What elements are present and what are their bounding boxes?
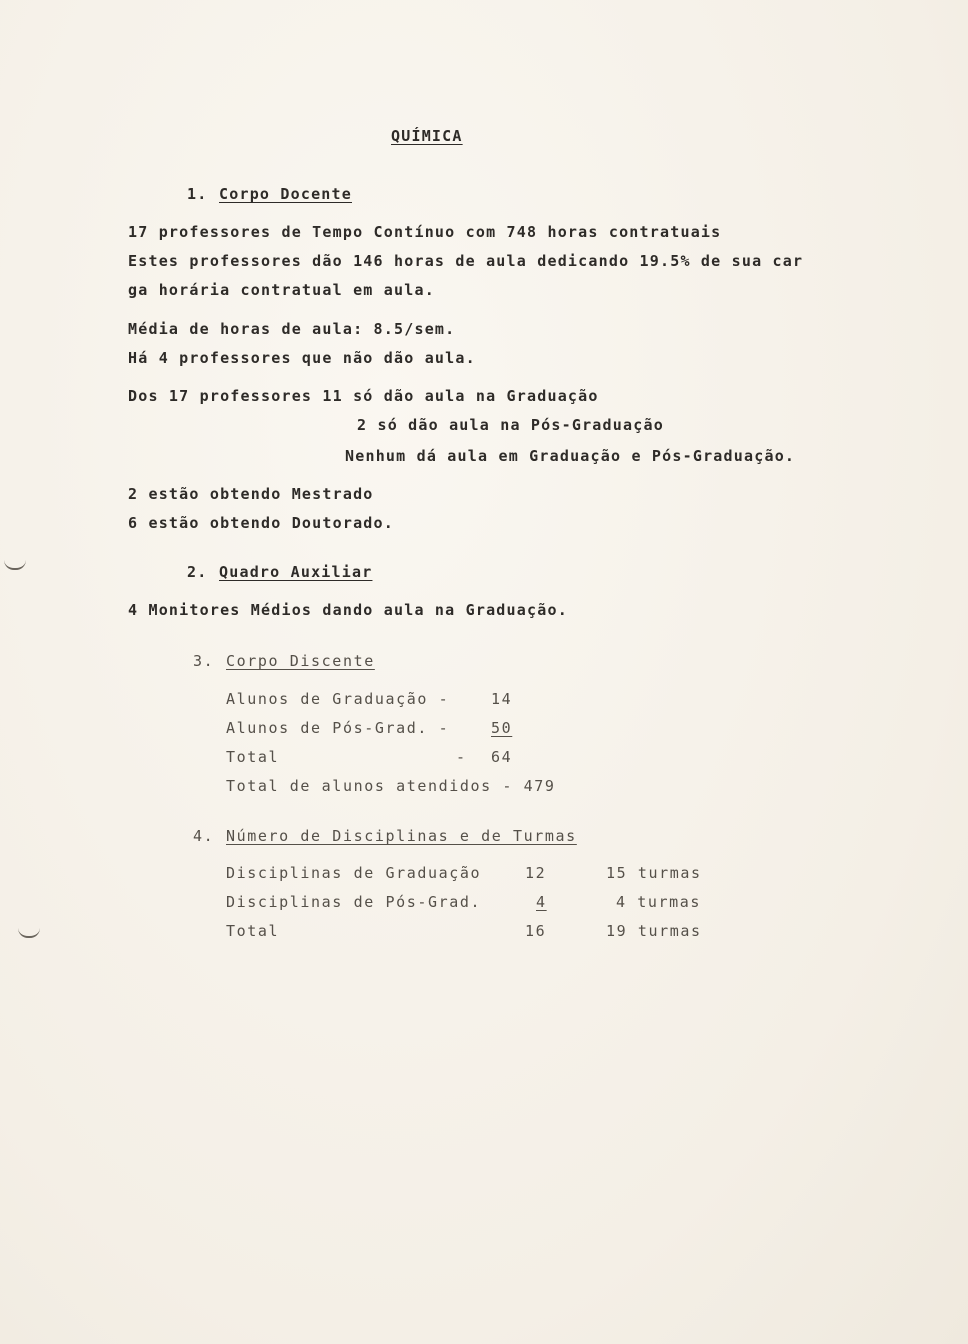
section1-line5: Há 4 professores que não dão aula.	[128, 349, 476, 367]
students-attended: Total de alunos atendidos - 479	[226, 777, 556, 795]
section3-heading: Corpo Discente	[226, 652, 375, 670]
courses-total-classes: 19 turmas	[606, 922, 702, 940]
section1-line9: 2 estão obtendo Mestrado	[128, 485, 374, 503]
section1-line7: 2 só dão aula na Pós-Graduação	[357, 416, 664, 434]
section2-line1: 4 Monitores Médios dando aula na Graduação.	[128, 601, 568, 619]
punch-hole-top	[4, 560, 26, 570]
section3-number: 3.	[193, 652, 215, 670]
courses-postgrad-label: Disciplinas de Pós-Grad.	[226, 893, 482, 911]
courses-postgrad-classes: 4 turmas	[616, 893, 702, 911]
section4-number: 4.	[193, 827, 215, 845]
students-postgrad-value: 50	[491, 719, 513, 737]
courses-grad-classes: 15 turmas	[606, 864, 702, 882]
section1-line10: 6 estão obtendo Doutorado.	[128, 514, 394, 532]
courses-total-label: Total	[226, 922, 280, 940]
students-grad-value: 14	[491, 690, 513, 708]
students-postgrad-label: Alunos de Pós-Grad. -	[226, 719, 450, 737]
page-title: QUÍMICA	[391, 127, 463, 145]
section4-heading: Número de Disciplinas e de Turmas	[226, 827, 577, 845]
section2-number: 2.	[187, 563, 208, 581]
section1-heading: Corpo Docente	[219, 185, 352, 203]
courses-total-count: 16	[525, 922, 547, 940]
section1-line1: 17 professores de Tempo Contínuo com 748 horas contratuais	[128, 223, 722, 241]
students-total-value: 64	[491, 748, 513, 766]
students-grad-label: Alunos de Graduação -	[226, 690, 450, 708]
section1-line8: Nenhum dá aula em Graduação e Pós-Graduação.	[345, 447, 796, 465]
courses-grad-count: 12	[525, 864, 547, 882]
courses-postgrad-count: 4	[536, 893, 547, 911]
section1-line6: Dos 17 professores 11 só dão aula na Graduação	[128, 387, 599, 405]
section1-line4: Média de horas de aula: 8.5/sem.	[128, 320, 456, 338]
section1-number: 1.	[187, 185, 208, 203]
section1-line2: Estes professores dão 146 horas de aula dedicando 19.5% de sua car	[128, 252, 804, 270]
students-total-dash: -	[456, 748, 467, 766]
students-total-label: Total	[226, 748, 280, 766]
courses-grad-label: Disciplinas de Graduação	[226, 864, 482, 882]
section2-heading: Quadro Auxiliar	[219, 563, 373, 581]
punch-hole-bottom	[18, 928, 40, 938]
section1-line3: ga horária contratual em aula.	[128, 281, 435, 299]
